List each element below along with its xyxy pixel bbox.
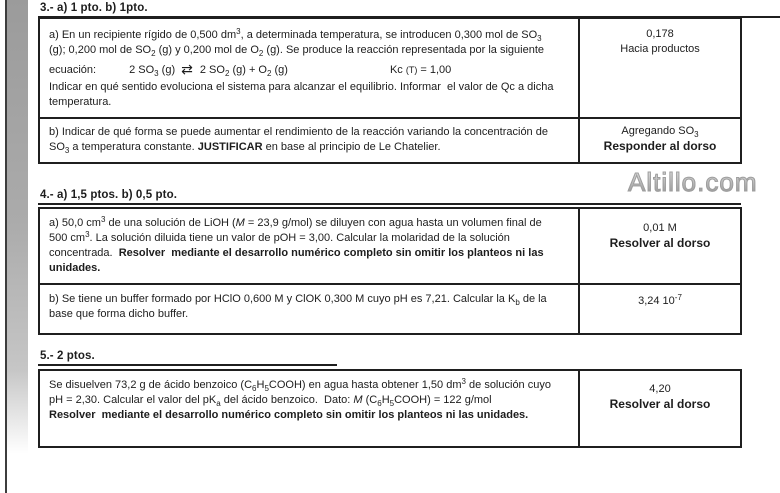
question-4b-row [39, 284, 741, 334]
question-3-table [38, 17, 742, 164]
question-3b-text: b) Indicar de qué forma se puede aumentar el rendimiento de la reacción variando la concentración de $SO_3$ a temperatura constante. JUSTIFICAR en base al principio de Le Chatelier. [39, 118, 579, 163]
question-4b-text: b) Se tiene un buffer formado por HClO 0,600 M y ClOK 0,300 M cuyo pH es 7,21. Calcular la $K_b$ de la base que forma dicho buffer. [39, 284, 579, 334]
question-4a-answer: 0,01 M Resolver al dorso [579, 208, 741, 284]
question-3b-row [39, 118, 741, 163]
watermark: Altillo.com [628, 167, 758, 197]
question-4a-row [39, 208, 741, 284]
question-3b-answer: Agregando $SO_3$ Responder al dorso [579, 118, 741, 163]
question-3a-row [39, 18, 741, 118]
question-4-heading: 4.- a) 1,5 ptos. b) 0,5 pto. [38, 189, 741, 205]
question-3-heading: 3.- a) 1 pto. b) 1pto. [38, 2, 780, 18]
question-5-text: Se disuelven 73,2 g de ácido benzoico $(C_6H_5COOH)$ en agua hasta obtener 1,50 $dm^3$ de solución cuyo pH = 2,30. Calcular el valor del $pK_a$ del ácido benzoico. Dato: M $(C_6H_5COOH) = 122$ g/mol Resolver mediante el desarrollo numérico completo sin omitir los planteos ni las unidades. [39, 370, 579, 447]
question-4b-answer: 3,24 $10^{-7}$ [579, 284, 741, 334]
question-4-table [38, 207, 742, 335]
question-3a-text: a) En un recipiente rígido de 0,500 $dm^3$, a determinada temperatura, se introducen 0,300 mol de $SO_3$ (g); 0,200 mol de $SO_2$ (g) y 0,200 mol de $O_2$ (g). Se produce la reacción representada por la siguiente ecuación: 2 $SO_3$ (g) ⇄ 2 $SO_2$ $(g) + O_2$ (g) Kc (T) = 1,00 Indicar en qué sentido evoluciona el sistema para alcanzar el equilibrio. Informar el valor de Qc a dicha temperatura. [39, 18, 579, 118]
question-3a-answer: 0,178 Hacia productos [579, 18, 741, 118]
question-5-table [38, 369, 742, 448]
question-5-row [39, 370, 741, 447]
question-5-answer: 4,20 Resolver al dorso [579, 370, 741, 447]
question-5-heading: 5.- 2 ptos. [38, 350, 337, 366]
scan-spine-shadow [7, 0, 28, 493]
question-4a-text: a) 50,0 $cm^3$ de una solución de LiOH (M = 23,9 g/mol) se diluyen con agua hasta un volumen final de 500 $cm^3$. La solución diluida tiene un valor de pOH = 3,00. Calcular la molaridad de la solución concentrada. Resolver mediante el desarrollo numérico completo sin omitir los planteos ni las unidades. [39, 208, 579, 284]
